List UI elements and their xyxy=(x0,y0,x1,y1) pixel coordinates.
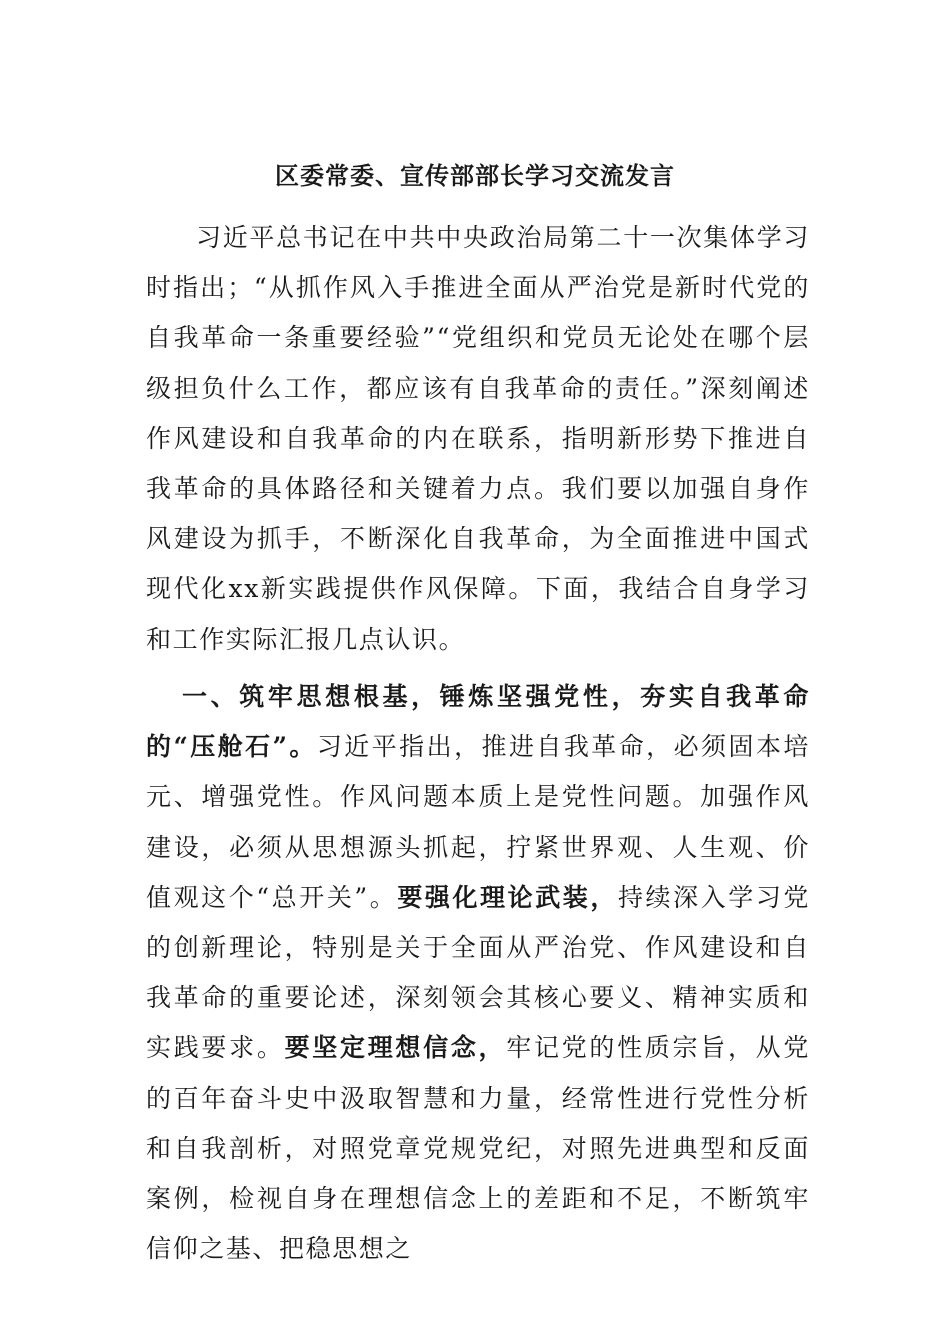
section-one-text-3: 牢记党的性质宗旨，从党的百年奋斗史中汲取智慧和力量，经常性进行党性分析和自我剖析，对照党章党规党纪，对照先进典型和反面案例，检视自身在理想信念上的差距和不足，不断筑牢信仰之基、把稳思想之 xyxy=(146,1033,810,1264)
section-one-heading: 一、筑牢思想根基，锤炼坚强党性，夯实自我革命的“压舱石”。 xyxy=(146,682,810,762)
section-one-text-2: 持续深入学习党的创新理论，特别是关于全面从严治党、作风建设和自我革命的重要论述，深刻领会其核心要义、精神实质和实践要求。 xyxy=(146,882,810,1063)
section-one-bold-2: 要坚定理想信念， xyxy=(284,1033,507,1063)
document-title: 区委常委、宣传部部长学习交流发言 xyxy=(275,161,675,190)
section-one-text-1: 习近平指出，推进自我革命，必须固本培元、增强党性。作风问题本质上是党性问题。加强作风建设，必须从思想源头抓起，拧紧世界观、人生观、价值观这个“总开关”。 xyxy=(146,732,810,912)
section-one-bold-1: 要强化理论武装， xyxy=(397,882,618,912)
section-one-paragraph xyxy=(146,672,810,1274)
intro-paragraph: 习近平总书记在中共中央政治局第二十一次集体学习时指出；“从抓作风入手推进全面从严治党是新时代党的自我革命一条重要经验”“党组织和党员无论处在哪个层级担负什么工作，都应该有自我革命的责任。”深刻阐述作风建设和自我革命的内在联系，指明新形势下推进自我革命的具体路径和关键着力点。我们要以加强自身作风建设为抓手，不断深化自我革命，为全面推进中国式现代化xx新实践提供作风保障。下面，我结合自身学习和工作实际汇报几点认识。 xyxy=(146,223,810,654)
